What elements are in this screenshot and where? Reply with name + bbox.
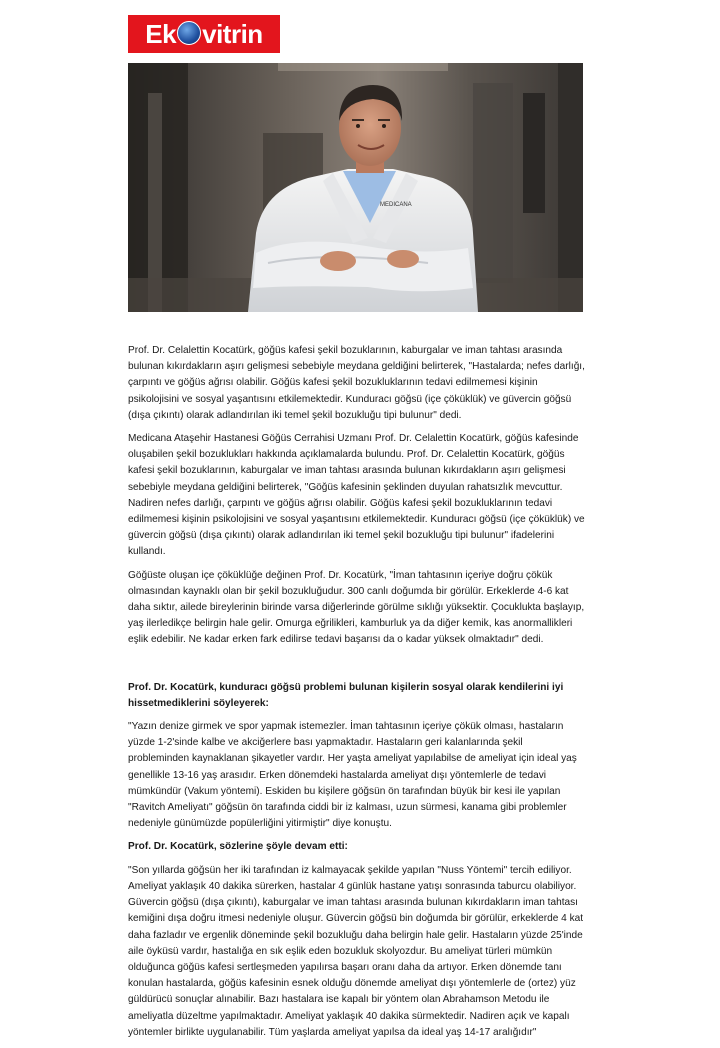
section-gap: [128, 656, 586, 680]
doctor-photo-illustration: [128, 63, 583, 312]
article-paragraph-5: "Son yıllarda göğsün her iki tarafından iz kalmayacak şekilde yapılan "Nuss Yöntemi" tercih ediliyor. Ameliyat yaklaşık 40 dakika sürerken, hastalar 4 günlük hastane yatışı sonrasında taburcu olabiliyor. Güvercin göğsü (dışa çıkıntı), kaburgalar ve iman tahtası arasında bulunan kıkırdakların iman tahtası kemiğini dışa doğru itmesi nedeniyle oluşur. Güvercin göğsü bin doğumda bir görülür, erkeklerde 4 kat daha fazladır ve ergenlik döneminde şekil bozukluğu daha belirgin hale gelir. Hastaların yüzde 25'inde aile öyküsü vardır, hastalığa en sık eşlik eden bozukluk skolyozdur. Bu ameliyat türleri mümkün olduğunca göğüs kafesi sertleşmeden yapılırsa başarı oranı daha da artıyor. Erken dönemde tanı konulan hastalarda, göğüs kafesinin esnek olduğu dönemde ameliyat dışı yöntemlerle de (ortez) yüz güldürücü sonuçlar alınabilir. Bazı hastalara ise kapalı bir yöntem olan Abrahamson Metodu ile ameliyatla düzeltme yapılmaktadır. Ameliyat yaklaşık 40 dakika sürmektedir. Nadiren açık ve kapalı yöntemler birlikte uygulanabilir. Tüm yaşlarda ameliyat yapılsa da ideal yaş 14-17 aralığıdır": [128, 864, 584, 1038]
logo-text-start: Ek: [145, 19, 177, 49]
article-paragraph-1: Prof. Dr. Celalettin Kocatürk, göğüs kafesi şekil bozuklarının, kaburgalar ve iman tahtası arasında bulunan kıkırdakların aşırı gelişmesi sebebiyle meydana geldiğini belirterek, "Hastalarda; nefes darlığı, çarpıntı ve göğüs ağrısı olabilir. Göğüs kafesi şekil bozukluklarının tedavi edilmemesi kişinin psikolojisini ve sosyal yaşantısını etkilemektedir. Kunduracı göğsü (içe çöküklük) ve güvercin göğsü (dışa çıkıntı) olarak adlandırılan iki temel şekil bozukluğu tipi bulunur" dedi.: [128, 345, 585, 421]
article-subheading-1: Prof. Dr. Kocatürk, kunduracı göğsü problemi bulunan kişilerin sosyal olarak kendilerini iyi hissetmediklerini söyleyerek:: [128, 681, 564, 709]
article-paragraph-3: Göğüste oluşan içe çöküklüğe değinen Prof. Dr. Kocatürk, "İman tahtasının içeriye doğru çökük olmasından kaynaklı olan bir şekil bozukluğudur. 300 canlı doğumda bir görülür. Erkeklerde 4-6 kat daha sıktır, ailede bireylerinin birinde varsa diğerlerinde görülme sıklığı yüksektir. Çocuklukta başlayıp, yaş ilerledikçe belirgin hale gelir. Omurga eğrilikleri, kamburluk ya da diğer kemik, kas anormallikleri eşlik edebilir. Ne kadar erken fark edilirse tedavi başarısı da o kadar yüksek olmaktadır" dedi.: [128, 569, 585, 646]
article-subheading-2: Prof. Dr. Kocatürk, sözlerine şöyle devam etti:: [128, 841, 348, 853]
article-paragraph-2: Medicana Ataşehir Hastanesi Göğüs Cerrahisi Uzmanı Prof. Dr. Celalettin Kocatürk, göğüs kafesinde oluşabilen şekil bozuklukları hakkında açıklamalarda bulundu. Prof. Dr. Celalettin Kocatürk, göğüs kafesi şekil bozuklarının, kaburgalar ve iman tahtası arasında bulunan kıkırdakların aşırı gelişmesi sebebiyle meydana geldiğini belirterek, "Göğüs kafesinin şeklinden duyulan rahatsızlık mevcuttur. Nadiren nefes darlığı, çarpıntı ve göğüs ağrısı olabilir. Göğüs kafesi şekil bozukluklarının tedavi edilmemesi kişinin psikolojisini ve sosyal yaşantısını etkilemektedir. Kunduracı göğsü (içe çöküklük) ve güvercin göğsü (dışa çıkıntı) olarak adlandırılan iki temel şekil bozukluğu tipi bulunur" ifadelerini kullandı.: [128, 433, 585, 558]
article-paragraph-4: "Yazın denize girmek ve spor yapmak istemezler. İman tahtasının içeriye çökük olması, hastaların yüzde 1-2'sinde kalbe ve akciğerlere bası yapmaktadır. Hastaların geri kalanlarında şekil probleminden kaynaklanan şikayetler vardır. Her yaşta ameliyat yapılabilse de ameliyat için ideal yaş genellikle 13-16 yaş arasıdır. Erken dönemdeki hastalarda ameliyat dışı yöntemlerle de tedavi mümkündür (Vakum yöntemi). Eskiden bu kişilere göğsün ön tarafından büyük bir kesi ile yapılan "Ravitch Ameliyatı" göğsün ön tarafında ciddi bir iz kalması, uzun sürmesi, kanama gibi problemler nedeniyle günümüzde popülerliğini yitirmiştir" diye konuştu.: [128, 721, 577, 830]
logo-text-end: vitrin: [202, 19, 263, 49]
coat-label: MEDICANA: [380, 202, 412, 208]
ekovitrin-logo: [128, 15, 280, 53]
article-body: [128, 343, 586, 1048]
globe-icon: [177, 21, 201, 45]
doctor-photo: [128, 63, 583, 312]
